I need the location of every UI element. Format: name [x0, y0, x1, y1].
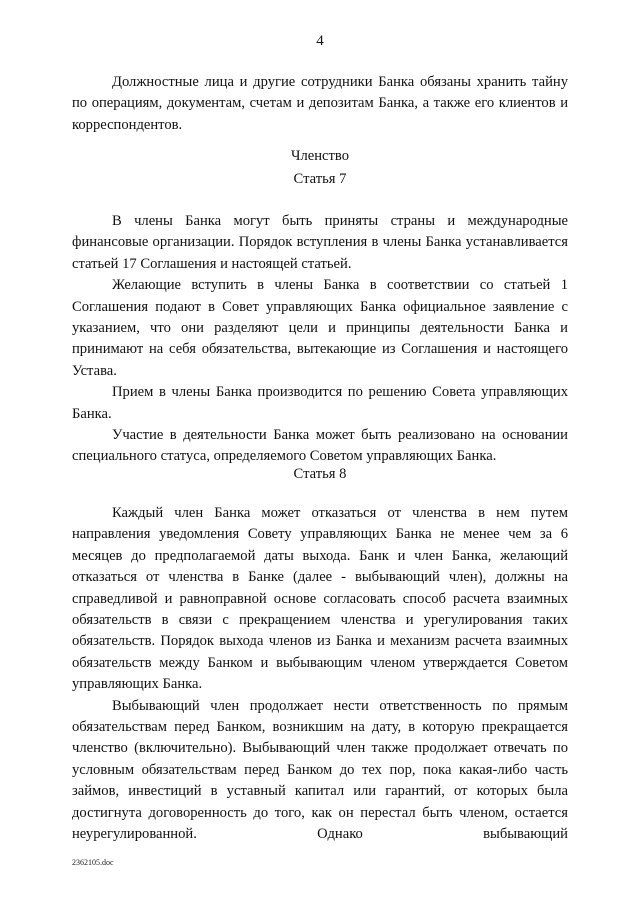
page-number: 4: [316, 33, 324, 49]
article-8-body: [72, 503, 568, 846]
section-title: Членство: [291, 148, 349, 164]
intro-paragraph: Должностные лица и другие сотрудники Банка обязаны хранить тайну по операциям, документам, счетам и депозитам Банка, а также его клиентов и корреспондентов.: [72, 74, 568, 133]
article-7-paragraph: Участие в деятельности Банка может быть реализовано на основании специального статуса, определяемого Советом управляющих Банка.: [72, 427, 568, 465]
article-7-title: Статья 7: [293, 171, 347, 187]
article-7-paragraph: Прием в члены Банка производится по решению Совета управляющих Банка.: [72, 384, 568, 422]
intro-block: [72, 72, 568, 136]
article-7-body: [72, 211, 568, 468]
article-8-paragraph: Выбывающий член продолжает нести ответственность по прямым обязательствам перед Банком, возникшим на дату, в которую прекращается членство (включительно). Выбывающий член также продолжает отвечать по условным обязательствам перед Банком до тех пор, пока какая-либо часть займов, инвестиций в уставный капитал или гарантий, от которых была достигнута договоренность до того, как он перестал быть членом, остается неурегулированной. Однако выбывающий: [72, 697, 568, 843]
article-8-title: Статья 8: [293, 466, 347, 482]
file-name-footer: 2362105.doc: [72, 858, 114, 867]
article-7-paragraph: Желающие вступить в члены Банка в соответствии со статьей 1 Соглашения подают в Совет управляющих Банка официальное заявление с указанием, что они разделяют цели и принципы деятельности Банка и принимают на себя обязательства, вытекающие из Соглашения и настоящего Устава.: [72, 277, 568, 379]
article-8-paragraph: Каждый член Банка может отказаться от членства в нем путем направления уведомления Совету управляющих Банка не менее чем за 6 месяцев до предполагаемой даты выхода. Банк и член Банка, желающий отказаться от членства в Банке (далее - выбывающий член), должны на справедливой и равноправной основе согласовать способ расчета взаимных обязательств в связи с прекращением членства и урегулирования таких обязательств. Порядок выхода членов из Банка и механизм расчета взаимных обязательств между Банком и выбывающим членом утверждается Советом управляющих Банка.: [72, 505, 568, 693]
article-7-paragraph: В члены Банка могут быть приняты страны и международные финансовые организации. Порядок вступления в члены Банка устанавливается статьей 17 Соглашения и настоящей статьей.: [72, 213, 568, 272]
